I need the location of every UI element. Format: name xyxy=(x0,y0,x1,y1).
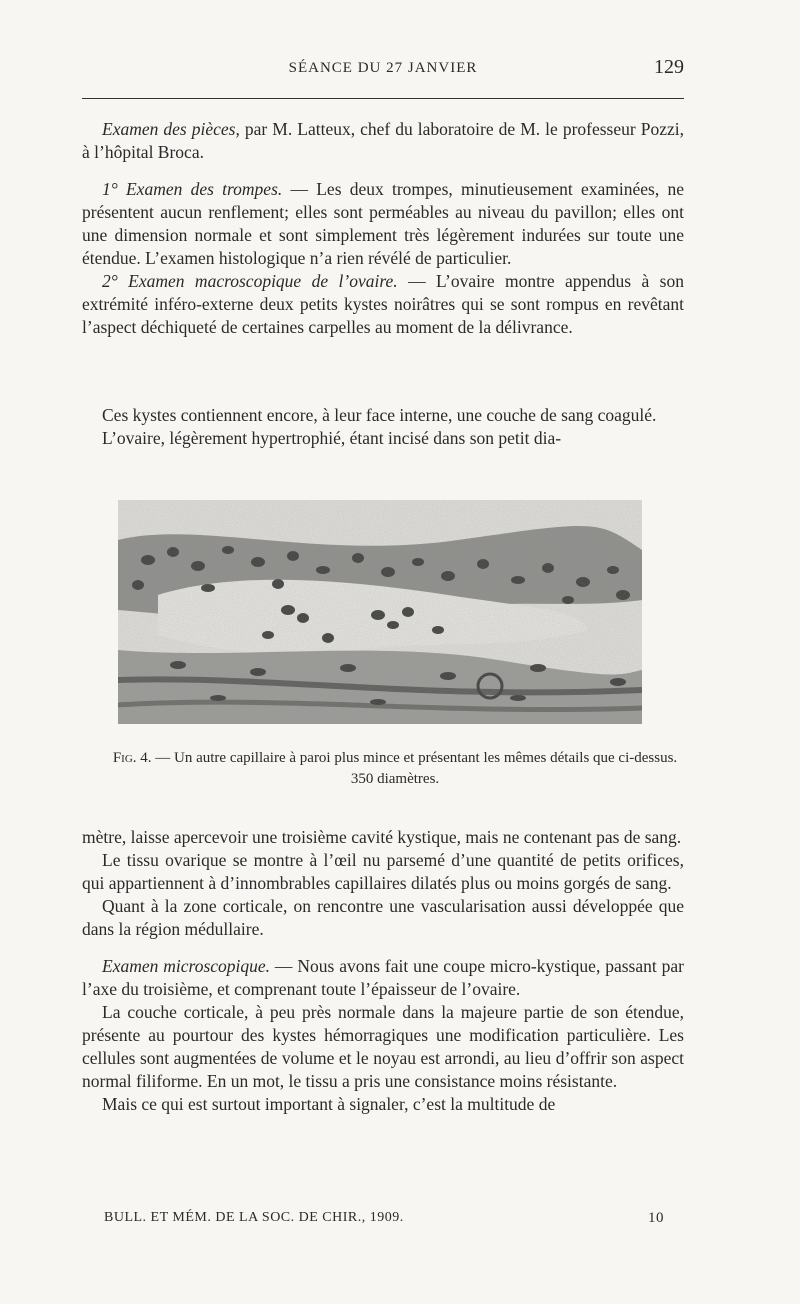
paragraph xyxy=(82,895,684,941)
signature-number: 10 xyxy=(648,1210,664,1226)
header-title: SÉANCE DU 27 JANVIER xyxy=(288,60,478,76)
paragraph-body: — Les deux trompes, minutieusement examinées, ne présentent aucun renflement; elles sont perméables au niveau du pavillon; elles ont une dimension normale et sont simplement très légèrement indurées sur toute une étendue. L’examen histologique n’a rien révélé de particulier. xyxy=(82,179,684,268)
figure-caption-text: — Un autre capillaire à paroi plus mince et présentant les mêmes détails que ci-dessus. 350 diamètres. xyxy=(151,750,678,787)
paragraph-body: — Nous avons fait une coupe micro-kystique, passant par l’axe du troisième, et comprenant toute l’épaisseur de l’ovaire. xyxy=(82,956,684,999)
paragraph-body: — L’ovaire montre appendus à son extrémité inféro-externe deux petits kystes noirâtres qui se sont rompus en revêtant l’aspect déchiqueté de certaines carpelles au moment de la délivrance. xyxy=(82,271,684,337)
text-block-top xyxy=(82,118,684,339)
paragraph xyxy=(82,178,684,270)
paragraph xyxy=(82,1093,684,1116)
paragraph-lead: Examen microscopique. xyxy=(102,956,271,976)
journal-reference: BULL. ET MÉM. DE LA SOC. DE CHIR., 1909. xyxy=(104,1210,404,1225)
paragraph xyxy=(82,118,684,164)
histology-figure xyxy=(118,500,642,724)
paragraph xyxy=(82,270,684,339)
paragraph-body: Mais ce qui est surtout important à signaler, c’est la multitude de xyxy=(102,1094,556,1114)
text-block-bottom xyxy=(82,826,684,1116)
running-header xyxy=(82,56,684,86)
paragraph-lead: Examen des pièces, xyxy=(102,119,240,139)
paragraph-lead: 1° Examen des trompes. xyxy=(102,179,283,199)
paragraph-body: mètre, laisse apercevoir une troisième cavité kystique, mais ne contenant pas de sang. xyxy=(82,827,682,847)
paragraph-body: Quant à la zone corticale, on rencontre une vascularisation aussi développée que dans la région médullaire. xyxy=(82,896,684,939)
paragraph-body: La couche corticale, à peu près normale dans la majeure partie de son étendue, présente au pourtour des kystes hémorragiques une modification particulière. Les cellules sont augmentées de volume et le noyau est arrondi, au lieu d’offrir son aspect normal filiforme. En un mot, le tissu a pris une consistance moins résistante. xyxy=(82,1002,684,1091)
paragraph xyxy=(82,826,684,849)
paragraph: L’ovaire, légèrement hypertrophié, étant incisé dans son petit dia- xyxy=(102,428,562,448)
paragraph-body: par M. Latteux, chef du laboratoire de M. le professeur Pozzi, à l’hôpital Broca. xyxy=(82,119,685,162)
figure-caption xyxy=(100,748,690,790)
paragraph xyxy=(82,1001,684,1093)
paragraph xyxy=(82,955,684,1001)
paragraph xyxy=(82,849,684,895)
paragraph: Ces kystes contiennent encore, à leur face interne, une couche de sang coagulé. xyxy=(102,405,657,425)
header-rule xyxy=(82,98,684,99)
paragraph-body: Le tissu ovarique se montre à l’œil nu parsemé d’une quantité de petits orifices, qui appartiennent à d’innombrables capillaires dilatés plus ou moins gorgés de sang. xyxy=(82,850,684,893)
text-block-mid xyxy=(82,404,684,450)
page-number: 129 xyxy=(654,56,684,78)
figure-label: Fig. 4. xyxy=(112,750,152,766)
page-footer xyxy=(104,1210,664,1232)
paragraph-lead: 2° Examen macroscopique de l’ovaire. xyxy=(102,271,398,291)
